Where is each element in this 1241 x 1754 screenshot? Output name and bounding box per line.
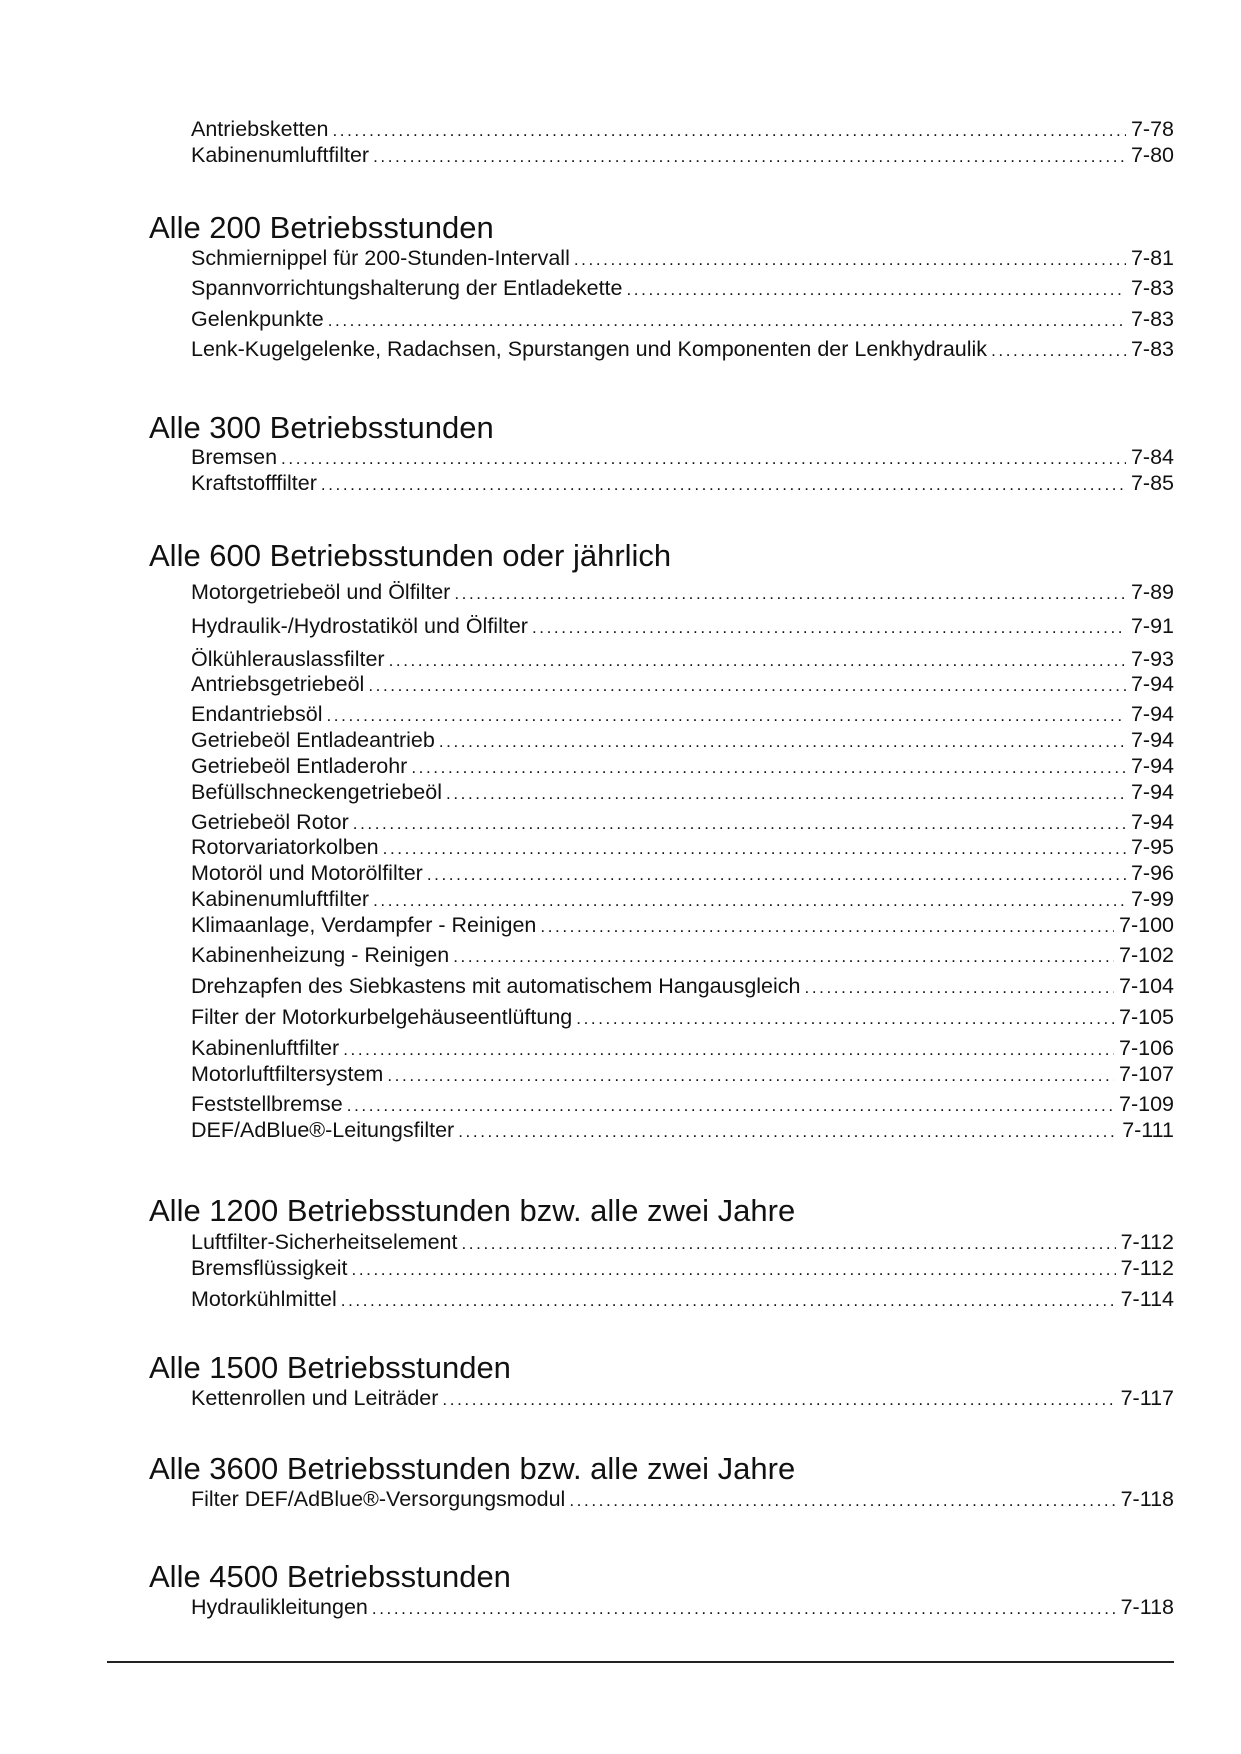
toc-entry-label: Lenk-Kugelgelenke, Radachsen, Spurstangen und Komponenten der Lenkhydraulik bbox=[191, 337, 988, 361]
toc-entry-label: Kettenrollen und Leiträder bbox=[191, 1386, 439, 1410]
toc-entry[interactable] bbox=[191, 1593, 1174, 1621]
toc-entry-page: 7-111 bbox=[1122, 1118, 1174, 1142]
toc-entry-page: 7-105 bbox=[1119, 1005, 1174, 1029]
toc-entry-label: Feststellbremse bbox=[191, 1092, 343, 1116]
dot-leader bbox=[373, 143, 1126, 171]
toc-entry-page: 7-114 bbox=[1120, 1287, 1174, 1311]
toc-entry-page: 7-85 bbox=[1130, 471, 1174, 495]
toc-entry-page: 7-83 bbox=[1130, 307, 1174, 331]
toc-entry-page: 7-93 bbox=[1130, 647, 1174, 671]
toc-entry-page: 7-95 bbox=[1130, 835, 1174, 859]
toc-entry-page: 7-91 bbox=[1130, 614, 1174, 638]
toc-entry[interactable] bbox=[191, 1384, 1174, 1412]
toc-entry-page: 7-84 bbox=[1130, 445, 1174, 469]
toc-entry[interactable] bbox=[191, 1254, 1174, 1282]
toc-entry[interactable] bbox=[191, 670, 1174, 698]
toc-entry-page: 7-94 bbox=[1130, 810, 1174, 834]
toc-entry-page: 7-96 bbox=[1130, 861, 1174, 885]
dot-leader bbox=[454, 580, 1126, 608]
toc-entry[interactable] bbox=[191, 885, 1174, 913]
toc-entry-label: Gelenkpunkte bbox=[191, 307, 324, 331]
toc-entry-label: Kraftstofffilter bbox=[191, 471, 317, 495]
toc-entry-label: Getriebeöl Rotor bbox=[191, 810, 349, 834]
toc-entry[interactable] bbox=[191, 1285, 1174, 1313]
toc-entry-label: Rotorvariatorkolben bbox=[191, 835, 379, 859]
toc-entry-label: Drehzapfen des Siebkastens mit automatischem Hangausgleich bbox=[191, 974, 801, 998]
toc-entry-page: 7-106 bbox=[1119, 1036, 1174, 1060]
toc-entry-label: Antriebsketten bbox=[191, 117, 329, 141]
dot-leader bbox=[328, 307, 1126, 335]
toc-entry[interactable] bbox=[191, 859, 1174, 887]
toc-entry[interactable] bbox=[191, 911, 1174, 939]
dot-leader bbox=[341, 1287, 1116, 1315]
toc-entry-page: 7-89 bbox=[1130, 580, 1174, 604]
section-heading: Alle 3600 Betriebsstunden bzw. alle zwei Jahre bbox=[149, 1451, 796, 1486]
toc-entry-label: Hydraulikleitungen bbox=[191, 1595, 368, 1619]
toc-entry-label: Klimaanlage, Verdampfer - Reinigen bbox=[191, 913, 537, 937]
toc-entry-label: Luftfilter-Sicherheitselement bbox=[191, 1230, 458, 1254]
dot-leader bbox=[352, 1256, 1116, 1284]
toc-entry[interactable] bbox=[191, 1485, 1174, 1513]
toc-entry-page: 7-117 bbox=[1120, 1386, 1174, 1410]
toc-entry-page: 7-102 bbox=[1119, 943, 1174, 967]
toc-entry[interactable] bbox=[191, 1060, 1174, 1088]
toc-entry-label: DEF/AdBlue®-Leitungsfilter bbox=[191, 1118, 455, 1142]
toc-entry-label: Filter DEF/AdBlue®-Versorgungsmodul bbox=[191, 1487, 566, 1511]
toc-entry-page: 7-99 bbox=[1130, 887, 1174, 911]
dot-leader bbox=[453, 943, 1114, 971]
toc-entry[interactable] bbox=[191, 726, 1174, 754]
toc-entry-page: 7-104 bbox=[1119, 974, 1174, 998]
section-heading: Alle 1500 Betriebsstunden bbox=[149, 1350, 511, 1385]
toc-entry-page: 7-94 bbox=[1130, 672, 1174, 696]
toc-entry-page: 7-118 bbox=[1120, 1595, 1174, 1619]
dot-leader bbox=[569, 1487, 1115, 1515]
toc-entry[interactable] bbox=[191, 645, 1174, 673]
toc-entry[interactable] bbox=[191, 244, 1174, 272]
toc-entry-page: 7-112 bbox=[1120, 1256, 1174, 1280]
section-heading: Alle 300 Betriebsstunden bbox=[149, 410, 494, 445]
toc-entry-page: 7-94 bbox=[1130, 754, 1174, 778]
toc-entry[interactable] bbox=[191, 972, 1174, 1000]
toc-entry[interactable] bbox=[191, 141, 1174, 169]
toc-entry-label: Antriebsgetriebeöl bbox=[191, 672, 365, 696]
toc-entry-label: Filter der Motorkurbelgehäuseentlüftung bbox=[191, 1005, 573, 1029]
toc-entry[interactable] bbox=[191, 700, 1174, 728]
toc-entry-label: Motorkühlmittel bbox=[191, 1287, 337, 1311]
section-heading: Alle 200 Betriebsstunden bbox=[149, 210, 494, 245]
toc-entry-page: 7-107 bbox=[1119, 1062, 1174, 1086]
toc-entry-page: 7-81 bbox=[1130, 246, 1174, 270]
dot-leader bbox=[442, 1386, 1115, 1414]
toc-entry-page: 7-118 bbox=[1120, 1487, 1174, 1511]
toc-entry[interactable] bbox=[191, 1090, 1174, 1118]
toc-entry[interactable] bbox=[191, 612, 1174, 640]
dot-leader bbox=[576, 1005, 1114, 1033]
toc-entry-label: Hydraulik-/Hydrostatiköl und Ölfilter bbox=[191, 614, 528, 638]
toc-entry[interactable] bbox=[191, 274, 1174, 302]
toc-entry-page: 7-78 bbox=[1130, 117, 1174, 141]
toc-entry[interactable] bbox=[191, 833, 1174, 861]
toc-entry[interactable] bbox=[191, 578, 1174, 606]
toc-entry[interactable] bbox=[191, 778, 1174, 806]
toc-entry-label: Kabinenumluftfilter bbox=[191, 143, 370, 167]
toc-entry-page: 7-94 bbox=[1130, 702, 1174, 726]
dot-leader bbox=[540, 913, 1114, 941]
section-heading: Alle 4500 Betriebsstunden bbox=[149, 1559, 511, 1594]
section-heading: Alle 600 Betriebsstunden oder jährlich bbox=[149, 538, 672, 573]
dot-leader bbox=[446, 780, 1126, 808]
toc-entry-label: Motorgetriebeöl und Ölfilter bbox=[191, 580, 451, 604]
toc-entry[interactable] bbox=[191, 1003, 1174, 1031]
toc-entry-label: Spannvorrichtungshalterung der Entladekette bbox=[191, 276, 623, 300]
toc-entry-label: Motoröl und Motorölfilter bbox=[191, 861, 423, 885]
toc-entry-label: Bremsen bbox=[191, 445, 278, 469]
toc-entry-page: 7-83 bbox=[1130, 337, 1174, 361]
dot-leader bbox=[991, 337, 1126, 365]
toc-entry-label: Getriebeöl Entladeantrieb bbox=[191, 728, 435, 752]
footer-rule bbox=[107, 1661, 1174, 1663]
toc-entry-page: 7-109 bbox=[1119, 1092, 1174, 1116]
dot-leader bbox=[574, 246, 1126, 274]
toc-entry-page: 7-80 bbox=[1130, 143, 1174, 167]
toc-entry-page: 7-94 bbox=[1130, 728, 1174, 752]
section-heading: Alle 1200 Betriebsstunden bzw. alle zwei Jahre bbox=[149, 1193, 796, 1228]
toc-entry[interactable] bbox=[191, 808, 1174, 836]
toc-entry-label: Kabinenluftfilter bbox=[191, 1036, 340, 1060]
toc-entry-label: Kabinenumluftfilter bbox=[191, 887, 370, 911]
toc-entry-page: 7-83 bbox=[1130, 276, 1174, 300]
toc-entry[interactable] bbox=[191, 469, 1174, 497]
toc-entry[interactable] bbox=[191, 941, 1174, 969]
toc-entry[interactable] bbox=[191, 115, 1174, 143]
toc-entry[interactable] bbox=[191, 335, 1174, 363]
dot-leader bbox=[368, 672, 1126, 700]
toc-entry[interactable] bbox=[191, 443, 1174, 471]
toc-entry-label: Getriebeöl Entladerohr bbox=[191, 754, 408, 778]
dot-leader bbox=[532, 614, 1126, 642]
toc-entry[interactable] bbox=[191, 1116, 1174, 1144]
toc-entry[interactable] bbox=[191, 752, 1174, 780]
toc-entry-label: Motorluftfiltersystem bbox=[191, 1062, 384, 1086]
toc-entry[interactable] bbox=[191, 1228, 1174, 1256]
dot-leader bbox=[805, 974, 1115, 1002]
toc-entry-label: Kabinenheizung - Reinigen bbox=[191, 943, 450, 967]
dot-leader bbox=[458, 1118, 1117, 1146]
toc-entry-label: Endantriebsöl bbox=[191, 702, 323, 726]
toc-entry-label: Ölkühlerauslassfilter bbox=[191, 647, 385, 671]
toc-entry-page: 7-112 bbox=[1120, 1230, 1174, 1254]
toc-entry[interactable] bbox=[191, 1034, 1174, 1062]
toc-entry-page: 7-94 bbox=[1130, 780, 1174, 804]
toc-entry[interactable] bbox=[191, 305, 1174, 333]
toc-entry-label: Befüllschneckengetriebeöl bbox=[191, 780, 442, 804]
toc-entry-page: 7-100 bbox=[1119, 913, 1174, 937]
dot-leader bbox=[372, 1595, 1116, 1623]
toc-entry-label: Bremsflüssigkeit bbox=[191, 1256, 348, 1280]
toc-entry-label: Schmiernippel für 200-Stunden-Intervall bbox=[191, 246, 570, 270]
dot-leader bbox=[626, 276, 1125, 304]
dot-leader bbox=[321, 471, 1126, 499]
dot-leader bbox=[387, 1062, 1114, 1090]
